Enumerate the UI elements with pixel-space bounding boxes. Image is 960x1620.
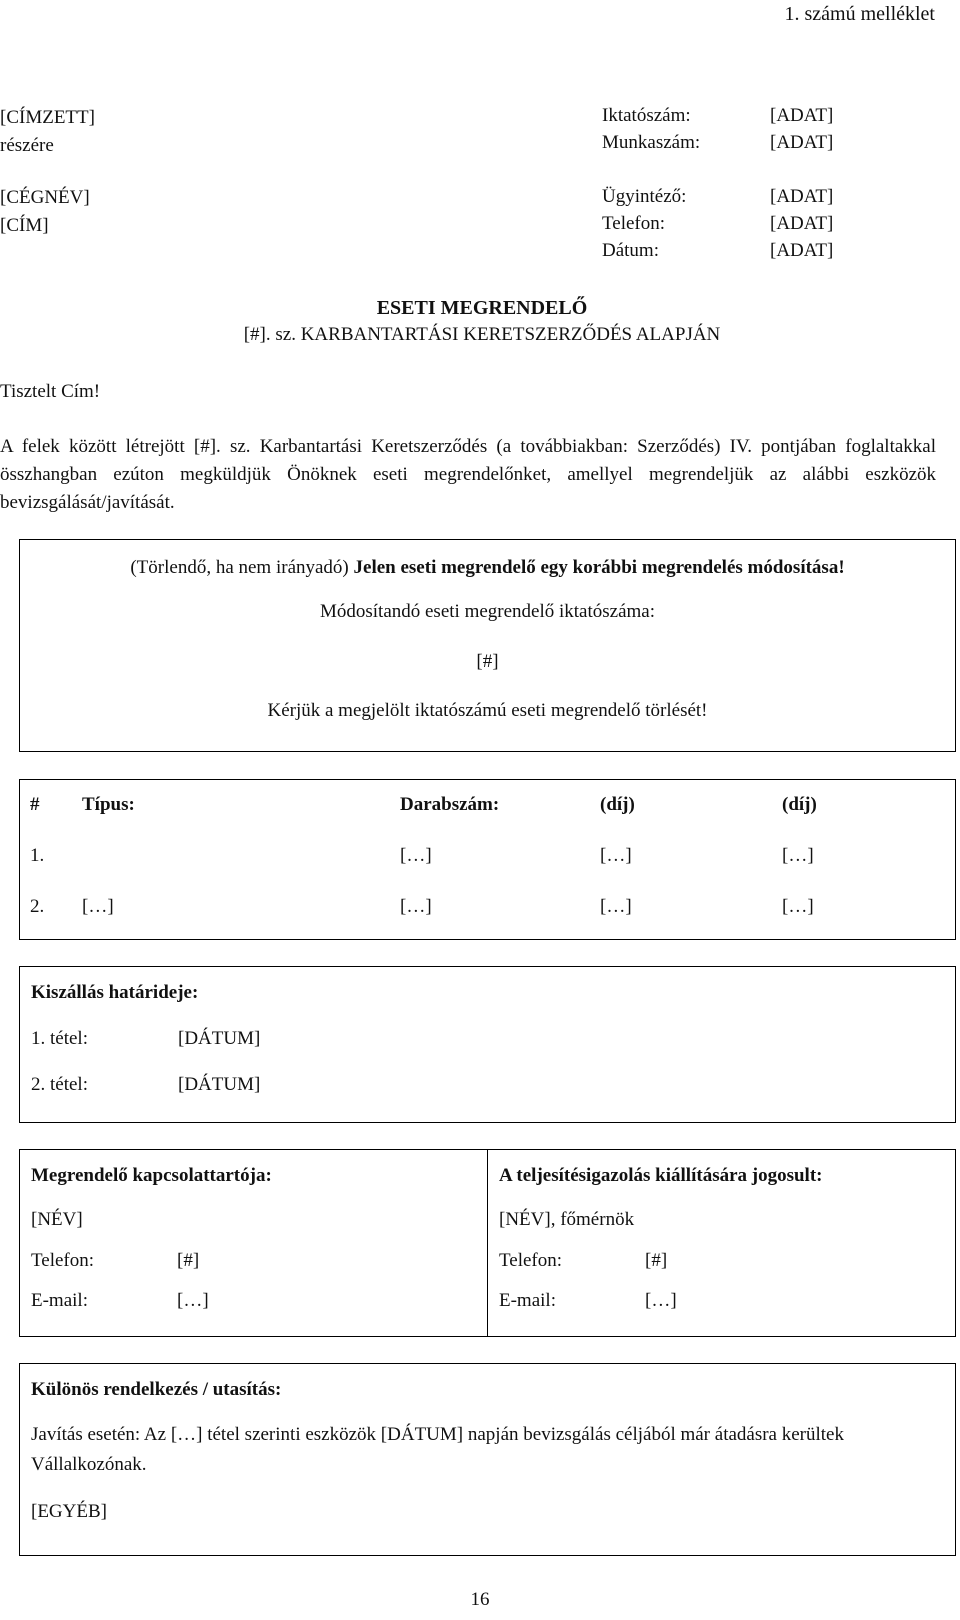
recipient-block <box>0 104 95 240</box>
items-header-row: # Típus: Darabszám: (díj) (díj) <box>30 794 817 815</box>
table-row: 2. […] […] […] […] <box>30 896 814 917</box>
special-title: Különös rendelkezés / utasítás: <box>31 1379 282 1400</box>
special-body: Javítás esetén: Az […] tétel szerinti eszközök [DÁTUM] napján bevizsgálás céljából már átadásra kerültek Vállalkozónak. <box>31 1423 844 1475</box>
recipient-line: részére <box>0 135 54 156</box>
table-row: 1. […] […] […] <box>30 845 814 866</box>
recipient-line <box>0 160 95 184</box>
contact-email: E-mail: […] <box>499 1290 677 1312</box>
contact-name: [NÉV] <box>31 1208 83 1230</box>
contact-email: E-mail: […] <box>31 1290 209 1312</box>
meta-row: Telefon: [ADAT] <box>602 213 834 234</box>
contacts-box <box>19 1149 956 1337</box>
meta-row: Dátum: [ADAT] <box>602 240 834 261</box>
shipping-deadline-box <box>19 966 956 1123</box>
recipient-line: [CÉGNÉV] <box>0 187 90 208</box>
document-title <box>0 296 960 347</box>
shipping-row: 2. tétel: [DÁTUM] <box>31 1073 261 1095</box>
special-other: [EGYÉB] <box>31 1500 107 1522</box>
modification-ref-label: Módosítandó eseti megrendelő iktatószáma: <box>319 600 656 622</box>
modification-notice: (Törlendő, ha nem irányadó) Jelen eseti megrendelő egy korábbi megrendelés módosítása! <box>130 557 845 578</box>
items-table-box <box>19 779 956 940</box>
certifier-contact: A teljesítésigazolás kiállítására jogosult: [NÉV], főmérnök Telefon: [#] E-mail: […] <box>487 1150 955 1336</box>
contact-name: [NÉV], főmérnök <box>499 1208 635 1230</box>
greeting: Tisztelt Cím! <box>0 381 101 402</box>
contact-phone: Telefon: [#] <box>31 1249 200 1271</box>
meta-row <box>602 158 833 185</box>
shipping-title: Kiszállás határideje: <box>31 982 199 1003</box>
title-sub: [#]. sz. KARBANTARTÁSI KERETSZERZŐDÉS ALAPJÁN <box>243 324 721 345</box>
meta-row: Ügyintéző: [ADAT] <box>602 186 834 207</box>
items-table <box>20 793 955 946</box>
intro-paragraph: A felek között létrejött [#]. sz. Karbantartási Keretszerződés (a továbbiakban: Szerződés) IV. pontjában foglaltakkal összhangban ezúton megküldjük Önöknek eseti megrendelőnket, amellyel megrendeljük az alábbi eszközök bevizsgálását/javítását. <box>0 436 936 513</box>
recipient-line: [CÍMZETT] <box>0 107 95 128</box>
meta-row: Iktatószám: [ADAT] <box>602 105 834 126</box>
special-instructions-box <box>19 1363 956 1556</box>
modification-box <box>19 539 956 752</box>
title-main: ESETI MEGRENDELŐ <box>376 297 588 319</box>
annex-label: 1. számú melléklet <box>784 3 935 25</box>
page-number: 16 <box>470 1589 490 1610</box>
orderer-contact: Megrendelő kapcsolattartója: [NÉV] Telefon: [#] E-mail: […] <box>20 1150 487 1336</box>
modification-request: Kérjük a megjelölt iktatószámú eseti megrendelő törlését! <box>267 700 708 722</box>
shipping-row: 1. tétel: [DÁTUM] <box>31 1027 261 1049</box>
meta-row: Munkaszám: [ADAT] <box>602 132 834 153</box>
contact-phone: Telefon: [#] <box>499 1249 668 1271</box>
recipient-line: [CÍM] <box>0 215 49 236</box>
modification-ref-value: [#] <box>476 650 499 672</box>
reference-block <box>602 104 833 266</box>
